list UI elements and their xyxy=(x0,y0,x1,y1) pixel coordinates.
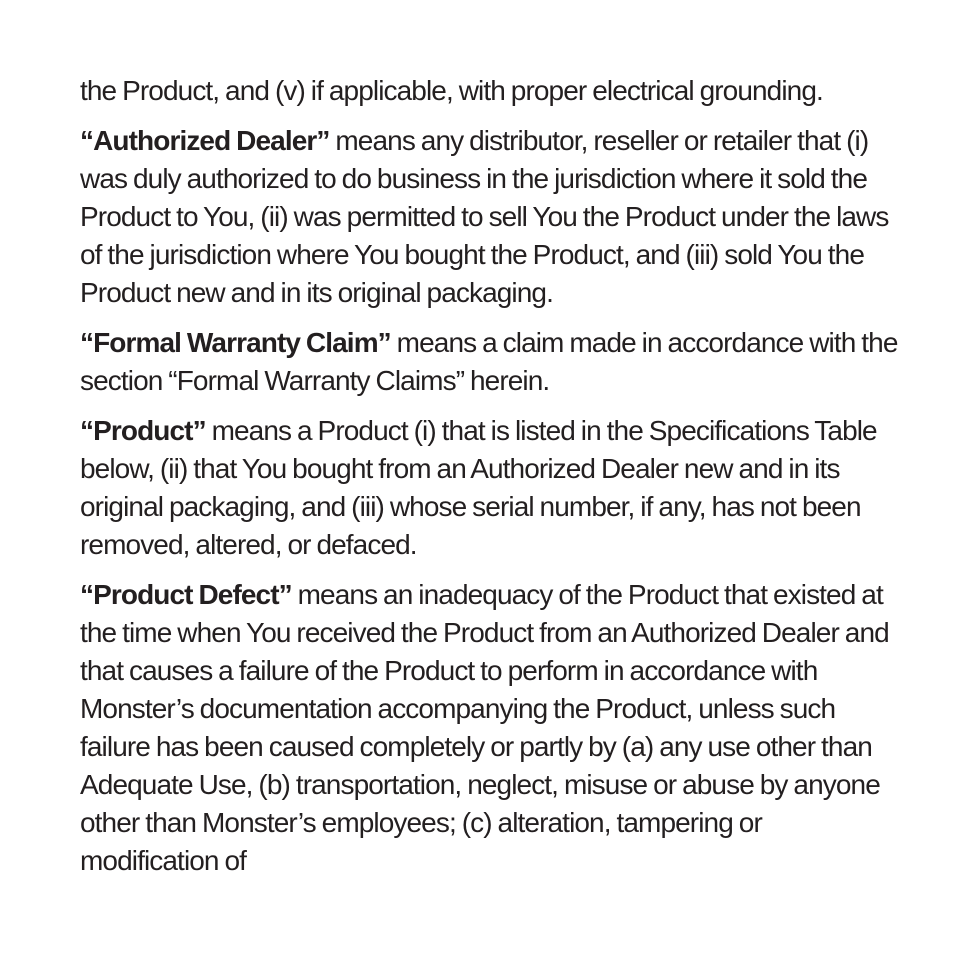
definition-authorized-dealer xyxy=(80,122,900,312)
definition-text: means any distributor, reseller or retailer that (i) was duly authorized to do business in the jurisdiction where it sold the Product to You, (ii) was permitted to sell You the Product under the laws of the jurisdiction where You bought the Product, and (iii) sold You the Product new and in its original packaging. xyxy=(80,125,889,308)
definition-text: means a Product (i) that is listed in the Specifications Table below, (ii) that You bought from an Authorized Dealer new and in its original packaging, and (iii) whose serial number, if any, has not been removed, altered, or defaced. xyxy=(80,415,877,560)
definition-formal-warranty-claim xyxy=(80,324,900,400)
term-formal-warranty-claim: “Formal Warranty Claim” xyxy=(80,327,391,358)
term-authorized-dealer: “Authorized Dealer” xyxy=(80,125,330,156)
paragraph-continuation xyxy=(80,72,900,110)
definition-product xyxy=(80,412,900,564)
term-product: “Product” xyxy=(80,415,206,446)
definition-product-defect xyxy=(80,576,900,880)
definition-text: means a claim made in accordance with the section “Formal Warranty Claims” herein. xyxy=(80,327,898,396)
definition-text: means an inadequacy of the Product that existed at the time when You received the Product from an Authorized Dealer and that causes a failure of the Product to perform in accordance with Monster’s documentation accompanying the Product, unless such failure has been caused completely or partly by (a) any use other than Adequate Use, (b) transportation, neglect, misuse or abuse by anyone other than Monster’s employees; (c) alteration, tampering or modification of xyxy=(80,579,889,876)
document-page xyxy=(80,72,900,892)
term-product-defect: “Product Defect” xyxy=(80,579,292,610)
paragraph-text: the Product, and (v) if applicable, with proper electrical grounding. xyxy=(80,75,823,106)
